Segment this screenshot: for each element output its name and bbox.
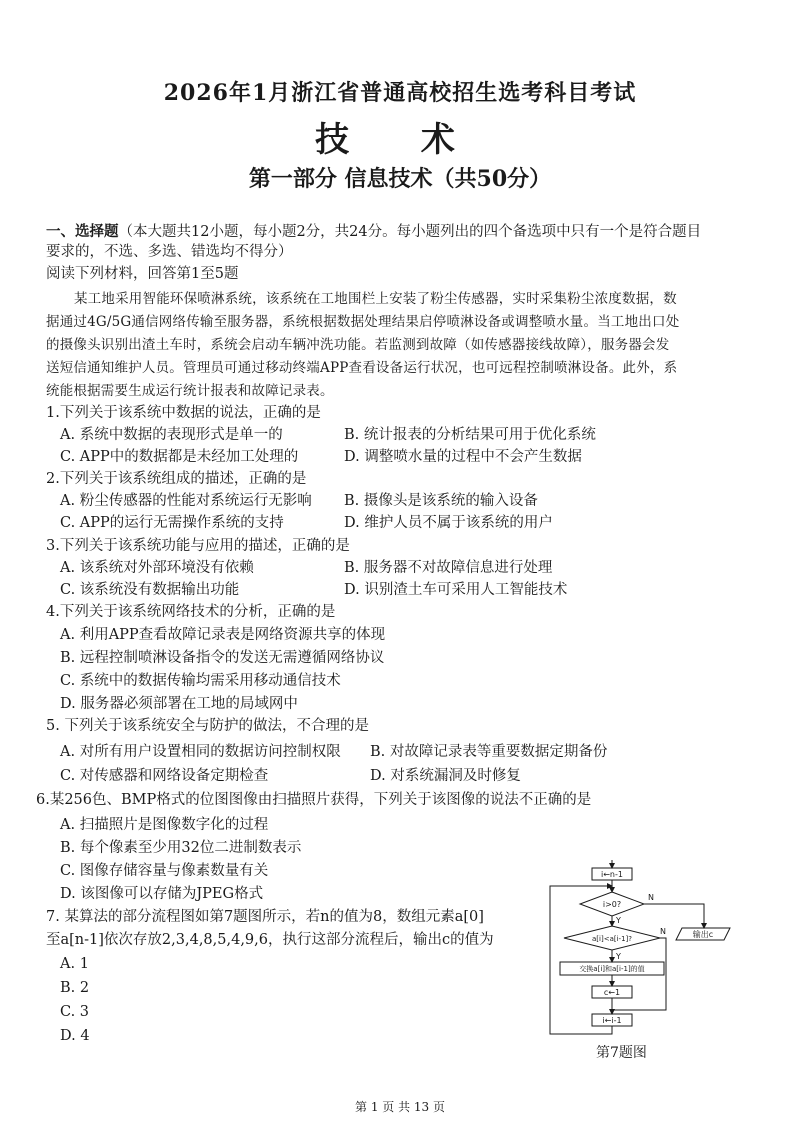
- option: D. 服务器必须部署在工地的局域网中: [60, 696, 298, 712]
- option: C. 该系统没有数据输出功能: [60, 582, 240, 598]
- option: A. 利用APP查看故障记录表是网络资源共享的体现: [60, 627, 386, 643]
- option: B. 对故障记录表等重要数据定期备份: [370, 744, 608, 760]
- material-line: 据通过4G/5G通信网络传输至服务器，系统根据数据处理结果启停喷淋设备或调整喷水量。当工地出口处: [46, 314, 680, 330]
- option: B. 统计报表的分析结果可用于优化系统: [344, 427, 596, 443]
- subject-title: 技 术: [315, 120, 485, 160]
- option: D. 识别渣土车可采用人工智能技术: [344, 582, 568, 598]
- option: D. 该图像可以存储为JPEG格式: [60, 886, 264, 902]
- flowchart: [548, 860, 748, 1040]
- flow-text-swap: 交换a[i]和a[i-1]的值: [579, 965, 645, 973]
- option: A. 系统中数据的表现形式是单一的: [60, 427, 283, 443]
- flowchart-svg: [548, 860, 748, 1040]
- option: D. 对系统漏洞及时修复: [370, 768, 521, 784]
- option: A. 对所有用户设置相同的数据访问控制权限: [60, 744, 341, 760]
- question-stem: 4.下列关于该系统网络技术的分析，正确的是: [46, 604, 336, 620]
- flow-text-cond2: a[i]<a[i-1]?: [592, 935, 632, 943]
- option: C. 对传感器和网络设备定期检查: [60, 768, 269, 784]
- option: B. 每个像素至少用32位二进制数表示: [60, 840, 302, 856]
- flow-text-inc: c←1: [603, 988, 621, 997]
- option: C. APP的运行无需操作系统的支持: [60, 515, 284, 531]
- section-intro-line: [46, 222, 701, 242]
- question-stem: 1.下列关于该系统中数据的说法，正确的是: [46, 405, 321, 421]
- option: A. 粉尘传感器的性能对系统运行无影响: [60, 493, 312, 509]
- option: A. 扫描照片是图像数字化的过程: [60, 817, 269, 833]
- flow-text-output: 输出c: [692, 930, 714, 939]
- option: B. 远程控制喷淋设备指令的发送无需遵循网络协议: [60, 650, 385, 666]
- option: C. 3: [60, 1004, 90, 1020]
- option: B. 摄像头是该系统的输入设备: [344, 493, 538, 509]
- flow-arrow: [612, 938, 666, 1010]
- option: C. 图像存储容量与像素数量有关: [60, 863, 269, 879]
- option: A. 1: [60, 956, 89, 972]
- section-intro: （本大题共12小题，每小题2分，共24分。每小题列出的四个备选项中只有一个是符合题目: [118, 224, 702, 240]
- page-footer: 第 1 页 共 13 页: [355, 1100, 445, 1114]
- figure-caption: 第7题图: [596, 1045, 647, 1061]
- flow-arrow: [644, 904, 704, 928]
- option: D. 维护人员不属于该系统的用户: [344, 515, 553, 531]
- flow-label-no: N: [660, 927, 666, 936]
- question-stem: 3.下列关于该系统功能与应用的描述，正确的是: [46, 538, 350, 554]
- option: A. 该系统对外部环境没有依赖: [60, 560, 254, 576]
- option: B. 服务器不对故障信息进行处理: [344, 560, 553, 576]
- flow-text-dec: i←i-1: [602, 1016, 622, 1025]
- reading-instruction: 阅读下列材料，回答第1至5题: [46, 266, 239, 282]
- option: C. APP中的数据都是未经加工处理的: [60, 449, 299, 465]
- question-stem: 5. 下列关于该系统安全与防护的做法，不合理的是: [46, 718, 369, 734]
- part-title: 第一部分 信息技术（共50分）: [248, 166, 552, 192]
- material-line: 的摄像头识别出渣土车时，系统会启动车辆冲洗功能。若监测到故障（如传感器接线故障），服务器会发: [46, 337, 670, 353]
- flow-label-yes: Y: [616, 952, 621, 961]
- section-intro-2: 要求的，不选、多选、错选均不得分）: [46, 244, 293, 260]
- material-line: 某工地采用智能环保喷淋系统，该系统在工地围栏上安装了粉尘传感器，实时采集粉尘浓度数据，数: [74, 291, 677, 307]
- flow-text-cond1: i>0?: [602, 900, 622, 909]
- flow-label-yes: Y: [616, 916, 621, 925]
- section-heading: 一、选择题: [46, 223, 119, 240]
- option: B. 2: [60, 980, 90, 996]
- option: D. 4: [60, 1028, 90, 1044]
- material-line: 送短信通知维护人员。管理员可通过移动终端APP查看设备运行状况，也可远程控制喷淋设备。此外，系: [46, 360, 678, 376]
- flow-label-no: N: [648, 893, 654, 902]
- question-stem: 2.下列关于该系统组成的描述，正确的是: [46, 471, 307, 487]
- material-line: 统能根据需要生成运行统计报表和故障记录表。: [46, 383, 334, 399]
- question-stem: 7. 某算法的部分流程图如第7题图所示，若n的值为8，数组元素a[0]: [46, 909, 484, 925]
- question-stem: 6.某256色、BMP格式的位图图像由扫描照片获得，下列关于该图像的说法不正确的是: [36, 792, 592, 808]
- flow-text-init: i←n-1: [601, 870, 623, 879]
- question-stem-2: 至a[n-1]依次存放2,3,4,8,5,4,9,6，执行这部分流程后，输出c的值为: [46, 932, 494, 948]
- option: C. 系统中的数据传输均需采用移动通信技术: [60, 673, 341, 689]
- exam-title: 2026年1月浙江省普通高校招生选考科目考试: [163, 80, 637, 106]
- option: D. 调整喷水量的过程中不会产生数据: [344, 449, 582, 465]
